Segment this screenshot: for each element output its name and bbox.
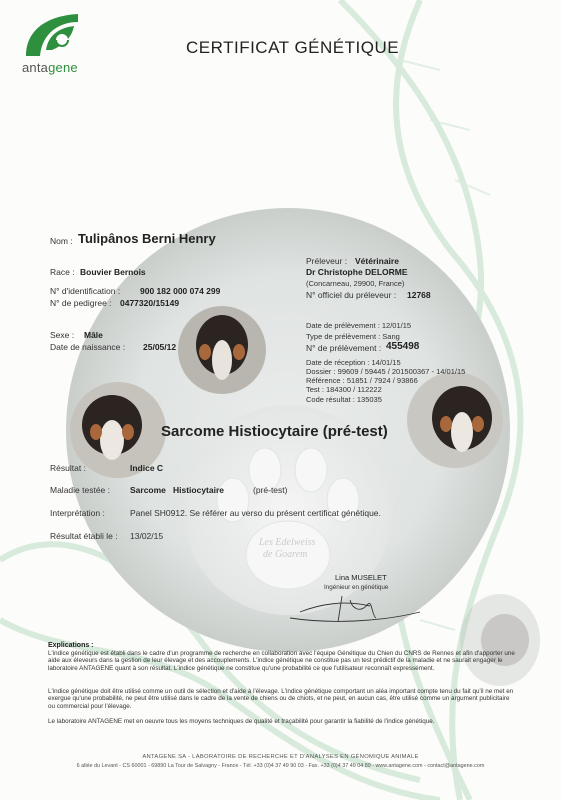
pedigree-label: N° de pedigree : bbox=[50, 298, 112, 308]
dossier: Dossier : 99609 / 59445 / 201500367 - 14/01/15 bbox=[306, 367, 466, 376]
footer-line-1: ANTAGENE SA - LABORATOIRE DE RECHERCHE ET D'ANALYSES EN GÉNOMIQUE ANIMALE bbox=[142, 754, 419, 760]
reference: Référence : 51851 / 7924 / 93866 bbox=[306, 376, 418, 385]
resultat-value: Indice C bbox=[130, 463, 164, 473]
race-value: Bouvier Bernois bbox=[80, 267, 146, 277]
sexe-label: Sexe : bbox=[50, 330, 75, 340]
identification-value: 900 182 000 074 299 bbox=[140, 286, 221, 296]
dog-name: Tulipânos Berni Henry bbox=[78, 231, 216, 246]
preleveur-num-label: N° officiel du préleveur : bbox=[306, 290, 397, 300]
logo-text-suffix: gene bbox=[48, 60, 78, 75]
preleveur-name: Dr Christophe DELORME bbox=[306, 267, 408, 277]
test-number: Test : 184300 / 112222 bbox=[306, 385, 382, 394]
interpretation-label: Interprétation : bbox=[50, 508, 105, 518]
sexe-value: Mâle bbox=[84, 330, 103, 340]
kennel-watermark-line2: de Goarem bbox=[263, 549, 308, 560]
antagene-logo-icon bbox=[22, 12, 82, 58]
date-reception: Date de réception : 14/01/15 bbox=[306, 358, 401, 367]
race-label: Race : bbox=[50, 267, 75, 277]
preleveur-num-value: 12768 bbox=[407, 290, 431, 300]
date-prelevement: Date de prélèvement : 12/01/15 bbox=[306, 321, 412, 330]
maladie-value: Sarcome Histiocytaire bbox=[130, 485, 225, 495]
nom-label: Nom : bbox=[50, 236, 73, 246]
footer-line-2: 6 allée du Levant - CS 60001 - 69890 La Tour de Salvagny - France - Tél. +33 (0)4 37 49 90 03 - Fax. +33 (0)4 37 49 04 89 - www.antagene.com - contact@antagene.com bbox=[76, 763, 485, 769]
antagene-logo-text bbox=[22, 60, 78, 75]
antagene-logo bbox=[22, 12, 92, 82]
signatory-role: Ingénieur en génétique bbox=[324, 584, 389, 591]
etabli-value: 13/02/15 bbox=[130, 531, 164, 541]
naissance-value: 25/05/12 bbox=[143, 342, 177, 352]
preleveur-location: (Concarneau, 29900, France) bbox=[306, 279, 405, 288]
signatory-name: Lina MUSELET bbox=[335, 573, 387, 582]
kennel-watermark-line1: Les Edelweiss bbox=[259, 537, 316, 548]
interpretation-value: Panel SH0912. Se référer au verso du présent certificat génétique. bbox=[130, 508, 381, 518]
maladie-label: Maladie testée : bbox=[50, 485, 111, 495]
pedigree-value: 0477320/15149 bbox=[120, 298, 180, 308]
explications-paragraph-1: L'indice génétique est établi dans le cadre d'un programme de recherche en collaboration avec l'équipe Génétique du Chien du CNRS de Rennes et afin d'apporter une aide aux éleveurs dans la gestion de leur élevage et des accouplements. L'indice génétique ne constitue pas un test prédictif de la maladie et ne saurait engager le laboratoire ANTAGENE quant à son résultat. L'indice génétique ne constitue qu'une probabilité ce que l'utilisateur reconnaît expressément. bbox=[48, 650, 515, 672]
dog-photo-2 bbox=[407, 372, 503, 468]
maladie-suffix: (pré-test) bbox=[253, 485, 288, 495]
preleveur-type: Vétérinaire bbox=[355, 256, 399, 266]
certificate-title: CERTIFICAT GÉNÉTIQUE bbox=[186, 38, 400, 57]
explications-title: Explications : bbox=[48, 642, 94, 649]
naissance-label: Date de naissance : bbox=[50, 342, 126, 352]
code-resultat: Code résultat : 135035 bbox=[306, 395, 382, 404]
explications-paragraph-3: Le laboratoire ANTAGENE met en oeuvre tous les moyens techniques de qualité et traçabilité pour garantir la fiabilité de l'indice génétique. bbox=[48, 718, 435, 725]
result-heading: Sarcome Histiocytaire (pré-test) bbox=[161, 423, 388, 440]
dog-photo-1 bbox=[178, 306, 266, 394]
type-prelevement: Type de prélèvement : Sang bbox=[306, 332, 400, 341]
preleveur-label: Préleveur : bbox=[306, 256, 348, 266]
etabli-label: Résultat établi le : bbox=[50, 531, 118, 541]
prelevement-num-label: N° de prélèvement : bbox=[306, 343, 382, 353]
identification-label: N° d'identification : bbox=[50, 286, 121, 296]
prelevement-num-value: 455498 bbox=[386, 341, 420, 352]
resultat-label: Résultat : bbox=[50, 463, 86, 473]
explications-paragraph-2: L'indice génétique doit être utilisé comme un outil de sélection et d'aide à l'élevage. L'indice génétique comportant un aléa important compte tenu du fait qu'il ne met en exergue qu'une probabilité, ne peut être utilisé dans le cadre de la vente de chiens ou de chiots, et ne peut, en aucun cas, être utilisé comme un argument publicitaire ou commercial pour l'élevage. bbox=[48, 688, 514, 710]
logo-text-prefix: anta bbox=[22, 60, 49, 75]
